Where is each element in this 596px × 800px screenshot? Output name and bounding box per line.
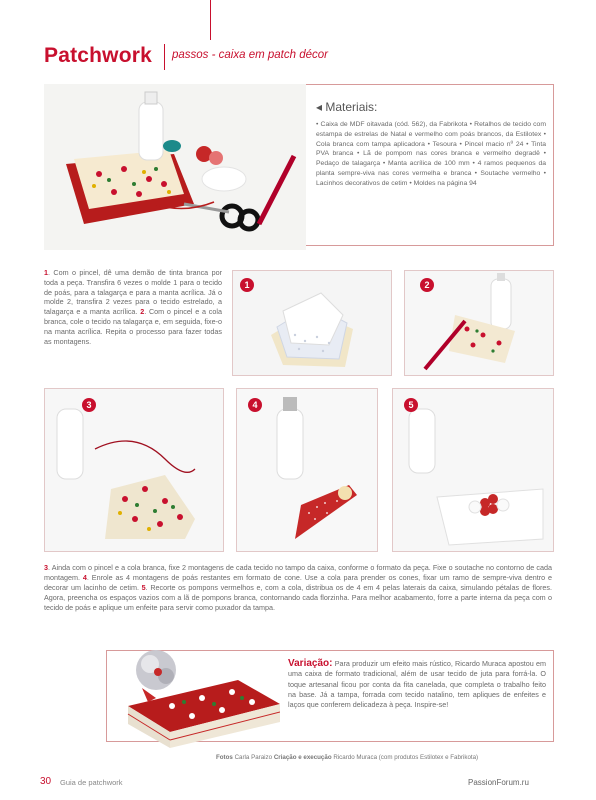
variation-text-block <box>288 659 546 710</box>
creation-name: Ricardo Muraca (com produtos Estilotex e Fabrikota) <box>333 754 479 761</box>
step-4-text: . Enrole as 4 montagens de poás restantes em formato de cone. Use a cola para prender os cones, fixar um ramo de sempre-viva dentro e decorar um lacinho de cetim. <box>44 573 553 593</box>
page-number: 30 <box>40 776 52 787</box>
photos-label: Fotos <box>216 754 233 761</box>
step-1-badge: 1 <box>240 278 254 292</box>
steps-1-2-text <box>44 268 222 346</box>
step-5-badge: 5 <box>404 398 418 412</box>
step-2-number: 2 <box>140 307 145 317</box>
step-3-badge: 3 <box>82 398 96 412</box>
step-1-text: . Com o pincel, dê uma demão de tinta branca por toda a peça. Transfira 6 vezes o molde 1 para o tecido de poás, para a talagarça e para a manta acrílica. Já o molde 2, transfira 2 vezes para o tecido estrelado, a talagarça e a manta acrílica. <box>44 268 222 317</box>
step-3-text: . Ainda com o pincel e a cola branca, fixe 2 montagens de cada tecido no tampo da caixa, conforme o formato da peça. Fixe o soutache no contorno de cada montagem. <box>44 563 552 583</box>
step-1-photo <box>232 270 392 376</box>
creation-label: Criação e execução <box>273 754 332 761</box>
materials-photo <box>44 84 306 250</box>
step-4-badge: 4 <box>248 398 262 412</box>
step-5-text: . Recorte os pompons vermelhos e, com a cola, distribua os de 4 em 4 pelas laterais da caixa, simulando pétalas de flores. Agora, preencha os espaços vazios com a lã de pompons branca, contornando cada florzinha. Para melhor acabamento, forre a parte interna da peça com o tecido de poás e aplique um enfeite para servir como puxador da tampa. <box>44 583 552 613</box>
step-5-number: 5 <box>141 583 146 593</box>
step-4-photo <box>236 388 378 552</box>
step-5-photo <box>392 388 554 552</box>
title-separator <box>164 44 165 70</box>
page-title: Patchwork <box>44 44 152 67</box>
top-rule <box>210 0 211 40</box>
materials-heading: ◂ Materiais: <box>316 100 378 114</box>
photo-credits <box>216 754 478 761</box>
materials-title: Materiais: <box>325 100 378 114</box>
watermark: PassionForum.ru <box>468 778 529 787</box>
steps-3-5-text <box>44 563 552 613</box>
materials-list: • Caixa de MDF oitavada (cód. 562), da Fabrikota • Retalhos de tecido com estampa de estrelas de Natal e vermelho com poás brancos, da Estilotex • Cola branca com tampa aplicadora • Tesoura • Pincel macio nº 24 • Tinta PVA branca • Lã de pompom nas cores branca e vermelho degradê • Pedaço de talagarça • Manta acrílica de 100 mm • 4 ramos pequenos da planta sempre-viva nas cores vermelha e branca • Soutache vermelho • Lacinhos decorativos de cetim • Moldes na página 94 <box>316 121 546 187</box>
variation-title: Variação: <box>288 658 333 669</box>
magazine-name: Guia de patchwork <box>60 778 123 787</box>
variation-text: Para produzir um efeito mais rústico, Ricardo Muraca apostou em uma caixa de formato tradicional, além de usar tecido de juta para forrá-la. O toque artesanal ficou por conta da fita canelada, que completa o trabalho feito na base. Já a tampa, forrada com tecido natalino, tem apliques de enfeites e laços que conferem delicadeza à peça. Inspire-se! <box>288 659 546 710</box>
step-3-photo <box>44 388 224 552</box>
step-2-text: . Com o pincel e a cola branca, cole o tecido na talagarça e, em seguida, fixe-o na manta acrílica. Repita o processo para fazer todas as montagens. <box>44 307 222 346</box>
page-subtitle: passos - caixa em patch décor <box>172 49 328 61</box>
photos-name: Carla Paraizo <box>234 754 273 761</box>
step-3-number: 3 <box>44 563 48 572</box>
step-4-number: 4 <box>82 573 87 583</box>
variation-photo <box>112 640 280 748</box>
step-1-number: 1 <box>44 268 48 277</box>
step-2-badge: 2 <box>420 278 434 292</box>
